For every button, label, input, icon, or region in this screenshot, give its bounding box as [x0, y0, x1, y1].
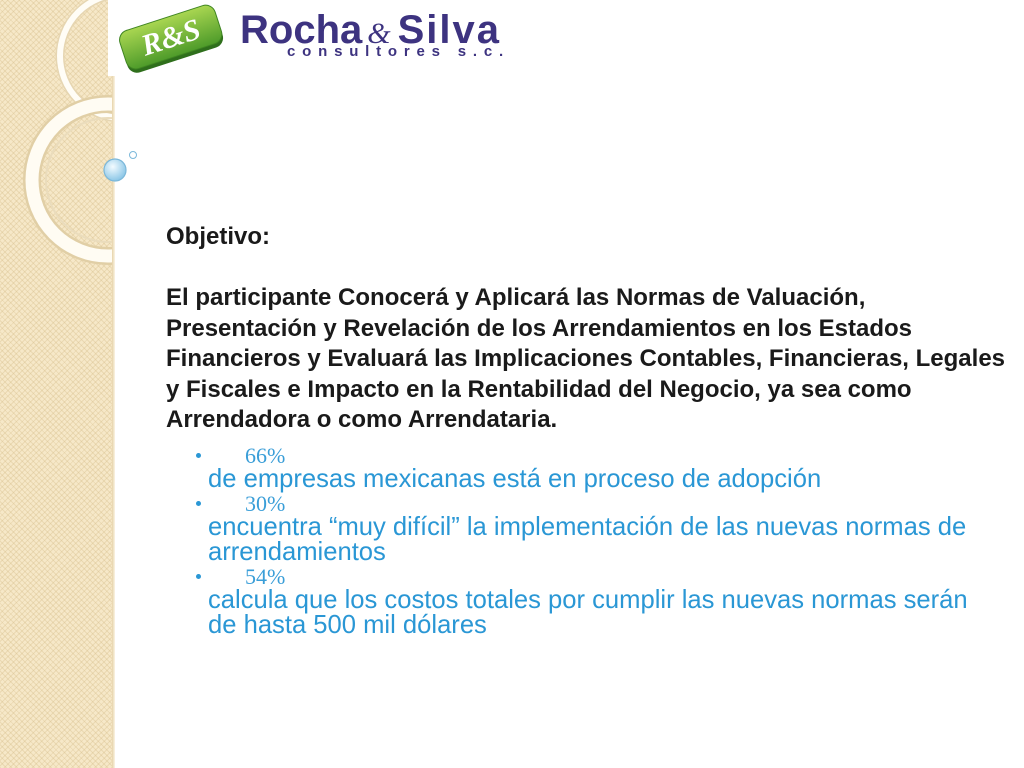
paragraph-line: Arrendadora o como Arrendataria.: [166, 406, 558, 433]
stat-value: 54%: [245, 564, 286, 589]
logo-badge-text: R&S: [137, 12, 205, 63]
bullet-icon: [196, 501, 201, 506]
brand-tagline: consultores s.c.: [287, 43, 511, 60]
objective-heading: Objetivo:: [166, 223, 271, 250]
decorative-ring-middle-highlight: [32, 104, 160, 256]
stat-item: [190, 565, 986, 638]
stats-list: [190, 444, 986, 638]
small-bubble-icon: [130, 152, 137, 159]
paragraph-line: El participante Conocerá y Aplicará las Normas de Valuación,: [166, 284, 866, 311]
stat-item: [190, 492, 986, 565]
stat-number-row: [190, 492, 986, 515]
stat-number-row: [190, 444, 986, 467]
stat-number-row: [190, 565, 986, 588]
company-logo: [108, 0, 512, 76]
stat-value: 66%: [245, 443, 286, 468]
bubble-icon: [104, 159, 126, 181]
stat-description: calcula que los costos totales por cumplir las nuevas normas serán de hasta 500 mil dólares: [208, 586, 968, 639]
brand-ampersand: &: [367, 17, 391, 50]
paragraph-line: Presentación y Revelación de los Arrendamientos en los Estados: [166, 314, 913, 342]
objective-paragraph: [166, 283, 1005, 436]
brand-name-part2: Silva: [397, 8, 501, 52]
paragraph-line: Financieros y Evaluará las Implicaciones Contables, Financieras, Legales: [166, 345, 1006, 372]
decorative-ring-inner: [46, 118, 160, 242]
stat-description: de empresas mexicanas está en proceso de adopción: [208, 465, 822, 493]
stat-value: 30%: [245, 491, 286, 516]
logo-badge-icon: [108, 0, 238, 76]
bullet-icon: [196, 574, 201, 579]
stat-description: encuentra “muy difícil” la implementación de las nuevas normas de arrendamientos: [208, 513, 967, 566]
paragraph-line: y Fiscales e Impacto en la Rentabilidad del Negocio, ya sea como: [166, 375, 912, 403]
stat-item: [190, 444, 986, 492]
brand-name-part1: Rocha: [240, 8, 363, 52]
bullet-icon: [196, 453, 201, 458]
